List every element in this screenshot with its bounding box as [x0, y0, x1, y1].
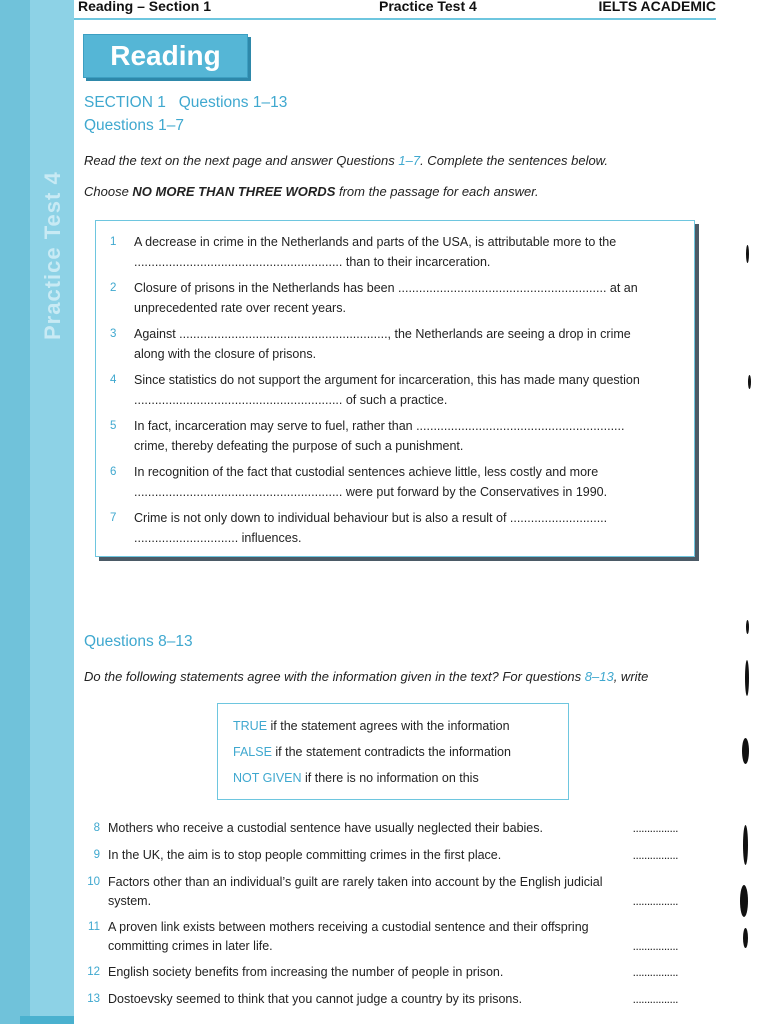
statement-text: Factors other than an individual’s guilt are rarely taken into account by the English judicial system.: [108, 875, 603, 908]
legend-text: if the statement agrees with the information: [267, 719, 510, 733]
question-number: 6: [110, 466, 117, 478]
page-corner-tab: [20, 1016, 74, 1024]
instruction-line-2: [84, 184, 539, 199]
statement-text: In the UK, the aim is to stop people committing crimes in the first place.: [108, 848, 502, 862]
question-text: crime, thereby defeating the purpose of such a punishment.: [134, 439, 464, 453]
completion-questions-box: [95, 220, 695, 557]
question-item: [110, 462, 680, 502]
answer-blank[interactable]: ................: [632, 821, 678, 835]
section-subtitle: Questions 1–7: [84, 117, 184, 134]
section-title: SECTION 1 Questions 1–13: [84, 94, 288, 111]
question-item: [110, 370, 680, 410]
question-text: In recognition of the fact that custodial sentences achieve little, less costly and more: [134, 465, 599, 479]
question-text: Since statistics do not support the argument for incarceration, this has made many question: [134, 373, 640, 387]
question-text: A decrease in crime in the Netherlands and parts of the USA, is attributable more to the: [134, 235, 617, 249]
answer-blank[interactable]: ................: [632, 848, 678, 862]
answer-blank[interactable]: ................: [632, 894, 678, 908]
statement-number: 9: [93, 849, 100, 861]
statement-text: Mothers who receive a custodial sentence have usually neglected their babies.: [108, 821, 543, 835]
question-text[interactable]: Crime is not only down to individual behaviour but is also a result of ............................: [134, 511, 608, 525]
instruction-emphasis: NO MORE THAN THREE WORDS: [132, 184, 336, 199]
statement-item: [84, 873, 684, 911]
header-test: Practice Test 4: [379, 0, 477, 14]
question-number: 4: [110, 374, 117, 386]
question-number: 3: [110, 328, 117, 340]
section2-title: Questions 8–13: [84, 633, 193, 650]
instruction-ref: 1–7: [398, 153, 421, 168]
statement-number: 8: [93, 822, 100, 834]
instruction-text: from the passage for each answer.: [335, 184, 539, 199]
instruction-text: , write: [613, 669, 649, 684]
instruction-ref: 8–13: [584, 669, 614, 684]
statement-text: English society benefits from increasing the number of people in prison.: [108, 965, 504, 979]
scan-mark: [743, 928, 748, 948]
statement-item: [84, 990, 684, 1009]
statement-number: 12: [87, 966, 100, 978]
answer-blank[interactable]: ................: [632, 965, 678, 979]
statement-item: [84, 846, 684, 865]
header-exam: IELTS ACADEMIC: [598, 0, 716, 14]
side-strip-shade: [0, 0, 30, 1024]
statement-text: Dostoevsky seemed to think that you cannot judge a country by its prisons.: [108, 992, 523, 1006]
legend-text: if the statement contradicts the information: [271, 745, 511, 759]
scan-mark: [742, 738, 749, 764]
answer-blank[interactable]: ................: [632, 992, 678, 1006]
instruction-text: Read the text on the next page and answer Questions: [84, 153, 399, 168]
question-text[interactable]: In fact, incarceration may serve to fuel, rather than ............................................................: [134, 419, 625, 433]
question-text[interactable]: ............................................................ of such a practice.: [134, 393, 448, 407]
question-number: 7: [110, 512, 117, 524]
question-number: 2: [110, 282, 117, 294]
question-item: [110, 324, 680, 364]
question-item: [110, 278, 680, 318]
question-text: unprecedented rate over recent years.: [134, 301, 346, 315]
question-text[interactable]: ............................................................ than to their incarceration.: [134, 255, 491, 269]
page-title: Reading: [83, 34, 248, 78]
question-item: [110, 508, 680, 548]
question-text[interactable]: Closure of prisons in the Netherlands has been ............................................................ at an: [134, 281, 638, 295]
answer-blank[interactable]: ................: [632, 939, 678, 953]
legend-key: TRUE: [233, 719, 268, 733]
question-text[interactable]: .............................. influences.: [134, 531, 302, 545]
instruction-line-1: [84, 153, 608, 168]
legend-text: if there is no information on this: [301, 771, 479, 785]
question-number: 1: [110, 236, 117, 248]
question-text: along with the closure of prisons.: [134, 347, 317, 361]
section2-instruction: [84, 669, 648, 684]
instruction-text: Do the following statements agree with the information given in the text? For questions: [84, 669, 585, 684]
statement-item: [84, 963, 684, 982]
scan-mark: [748, 375, 751, 389]
statement-text: A proven link exists between mothers receiving a custodial sentence and their offspring committing crimes in later life.: [108, 920, 589, 953]
statement-number: 10: [87, 876, 100, 888]
scan-mark: [743, 825, 748, 865]
statement-number: 11: [88, 921, 100, 933]
page-header: [74, 0, 716, 20]
question-item: [110, 416, 680, 456]
question-item: [110, 232, 680, 272]
question-text[interactable]: Against ............................................................, the Netherlands are seeing a drop in crime: [134, 327, 631, 341]
question-text[interactable]: ............................................................ were put forward by the Conservatives in 1990.: [134, 485, 608, 499]
legend-row: [233, 771, 479, 785]
instruction-text: . Complete the sentences below.: [420, 153, 608, 168]
side-tab-label: Practice Test 4: [40, 171, 65, 340]
header-section: Reading – Section 1: [78, 0, 212, 14]
answer-key-legend: [217, 703, 569, 800]
scan-mark: [740, 885, 748, 917]
question-number: 5: [110, 420, 117, 432]
scan-mark: [745, 660, 749, 696]
legend-row: [233, 745, 511, 759]
scan-mark: [746, 245, 749, 263]
legend-key: FALSE: [233, 745, 272, 759]
legend-key: NOT GIVEN: [233, 771, 302, 785]
scan-mark: [746, 620, 749, 634]
instruction-text: Choose: [84, 184, 133, 199]
statement-item: [84, 918, 684, 956]
legend-row: [233, 719, 510, 733]
statement-number: 13: [87, 993, 100, 1005]
statement-item: [84, 819, 684, 838]
